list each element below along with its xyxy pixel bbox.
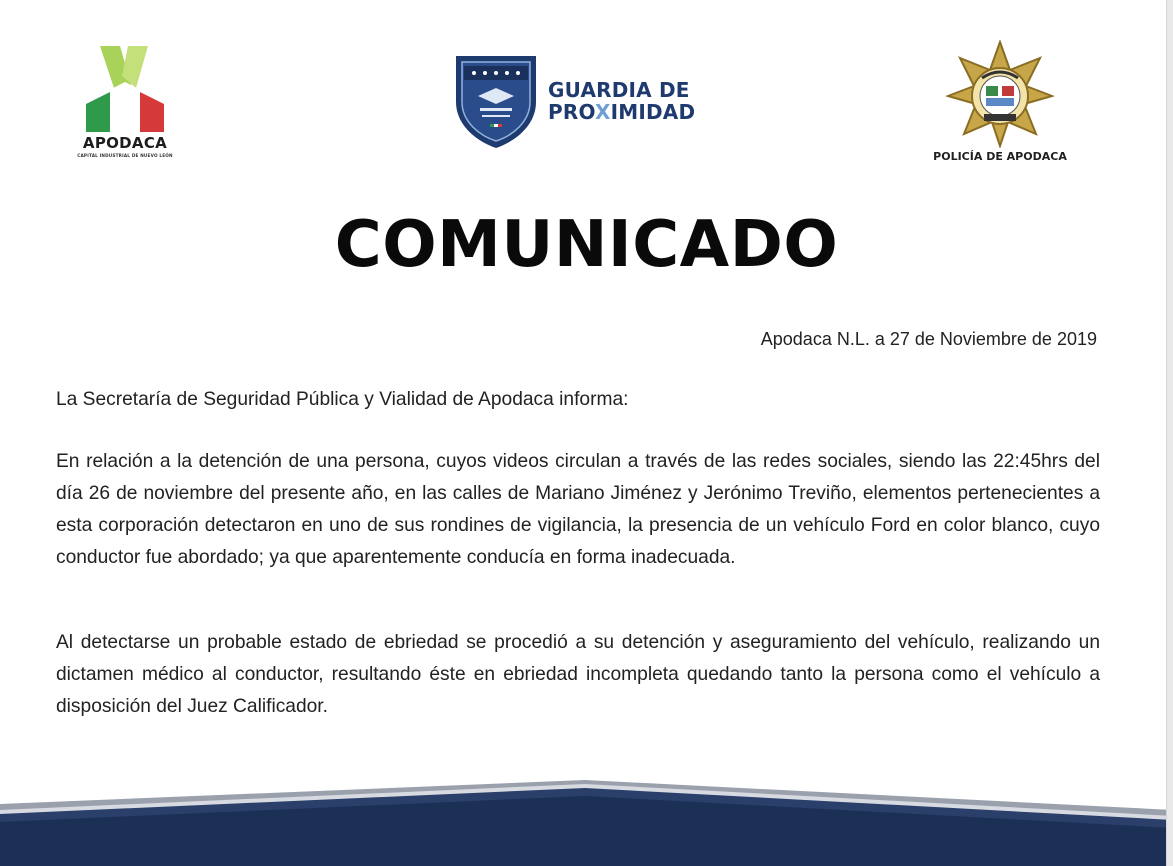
apodaca-logo [70,40,180,162]
page-edge [1166,0,1173,866]
detention-paragraph: En relación a la detención de una persona, cuyos videos circulan a través de las redes sociales, siendo las 22:45hrs del día 26 de noviembre del presente año, en las calles de Mariano Jiménez y Jerónimo Treviño, elementos pertenecientes a esta corporación detectaron en uno de sus rondines de vigilancia, la presencia de un vehículo Ford en color blanco, cuyo conductor fue abordado; ya que aparentemente conducía en forma inadecuada. [56,451,1100,568]
guardia-title-imidad: IMIDAD [610,100,696,124]
guardia-proximidad-logo [452,52,722,152]
shield-icon [452,52,540,150]
document-date: Apodaca N.L. a 27 de Noviembre de 2019 [760,329,1097,349]
guardia-title-line1: GUARDIA DE [548,78,690,102]
apodaca-emblem-icon [70,40,180,132]
guardia-title-line2 [548,101,718,123]
apodaca-tagline: CAPITAL INDUSTRIAL DE NUEVO LEÓN [77,153,173,158]
footer-band [0,770,1173,866]
policia-apodaca-logo [925,40,1075,166]
guardia-title [548,79,718,123]
police-star-badge-icon [946,40,1054,148]
guardia-title-x: X [594,100,611,124]
intro-paragraph: La Secretaría de Seguridad Pública y Vialidad de Apodaca informa: [56,389,629,410]
guardia-title-pro: PRO [548,100,595,124]
page-title: COMUNICADO [334,208,839,282]
policia-caption: POLICÍA DE APODACA [933,150,1067,163]
apodaca-wordmark: APODACA [82,134,168,152]
procedure-paragraph: Al detectarse un probable estado de ebriedad se procedió a su detención y aseguramiento del vehículo, realizando un dictamen médico al conductor, resultando éste en ebriedad incompleta quedando tanto la persona como el vehículo a disposición del Juez Calificador. [56,632,1100,717]
